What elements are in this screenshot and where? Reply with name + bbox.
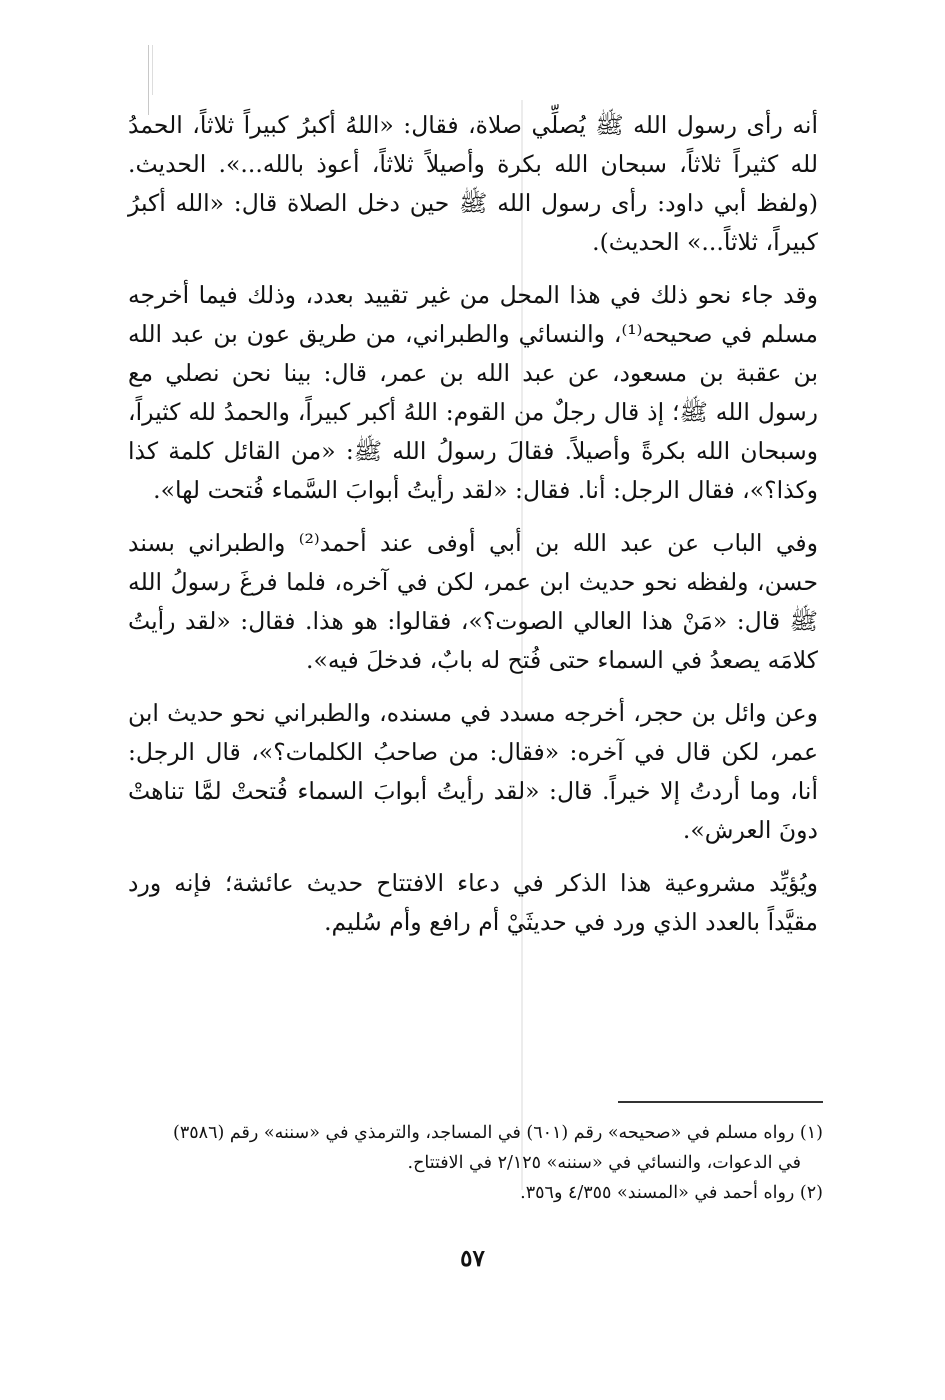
main-text: [128, 106, 818, 942]
page-number: ٥٧: [460, 1245, 485, 1272]
page-fold-line: [152, 45, 153, 95]
footnote: (٢) رواه أحمد في «المسند» ٤/٣٥٥ و٣٥٦.: [520, 1183, 823, 1203]
paragraph: ويُؤيِّد مشروعية هذا الذكر في دعاء الافتتاح حديث عائشة؛ فإنه ورد مقيَّداً بالعدد الذي ورد في حديثَيْ أم رافع وأم سُليم.: [128, 869, 818, 936]
footnote-separator: [618, 1101, 823, 1103]
paragraph: أنه رأى رسول الله ﷺ يُصلِّي صلاة، فقال: «اللهُ أكبرُ كبيراً ثلاثاً، الحمدُ لله كثيراً ثلاثاً، سبحان الله بكرة وأصيلاً ثلاثاً، أعوذ بالله...». الحديث. (ولفظ أبي داود: رأى رسول الله ﷺ حين دخل الصلاة قال: «الله أكبرُ كبيراً، ثلاثاً...» الحديث).: [128, 111, 818, 256]
paragraph: وعن وائل بن حجر، أخرجه مسدد في مسنده، والطبراني نحو حديث ابن عمر، لكن قال في آخره: «فقال: من صاحبُ الكلمات؟»، قال الرجل: أنا، وما أردتُ إلا خيراً. قال: «لقد رأيتُ أبوابَ السماء فُتحتْ لمَّا تناهتْ دونَ العرش».: [128, 699, 818, 844]
page-fold-line: [148, 45, 149, 115]
paragraph: وقد جاء نحو ذلك في هذا المحل من غير تقييد بعدد، وذلك فيما أخرجه مسلم في صحيحه⁽¹⁾، والنسائي والطبراني، من طريق عون بن عبد الله بن عقبة بن مسعود، عن عبد الله بن عمر، قال: بينا نحن نصلي مع رسول الله ﷺ؛ إذ قال رجلٌ من القوم: اللهُ أكبر كبيراً، والحمدُ لله كثيراً، وسبحان الله بكرةً وأصيلاً. فقالَ رسولُ الله ﷺ: «من القائل كلمة كذا وكذا؟»، فقال الرجل: أنا. فقال: «لقد رأيتُ أبوابَ السَّماء فُتحت لها».: [128, 281, 818, 504]
footnote-continuation: في الدعوات، والنسائي في «سننه» ٢/١٢٥ في الافتتاح.: [407, 1153, 801, 1173]
footnotes: [128, 1118, 823, 1208]
paragraph: وفي الباب عن عبد الله بن أبي أوفى عند أحمد⁽²⁾ والطبراني بسند حسن، ولفظه نحو حديث ابن عمر، لكن في آخره، فلما فرغَ رسولُ الله ﷺ قال: «مَنْ هذا العالي الصوت؟»، فقالوا: هو هذا. فقال: «لقد رأيتُ كلامَه يصعدُ في السماء حتى فُتح له بابٌ، فدخلَ فيه».: [128, 529, 818, 674]
footnote: (١) رواه مسلم في «صحيحه» رقم (٦٠١) في المساجد، والترمذي في «سننه» رقم (٣٥٨٦): [173, 1123, 823, 1143]
